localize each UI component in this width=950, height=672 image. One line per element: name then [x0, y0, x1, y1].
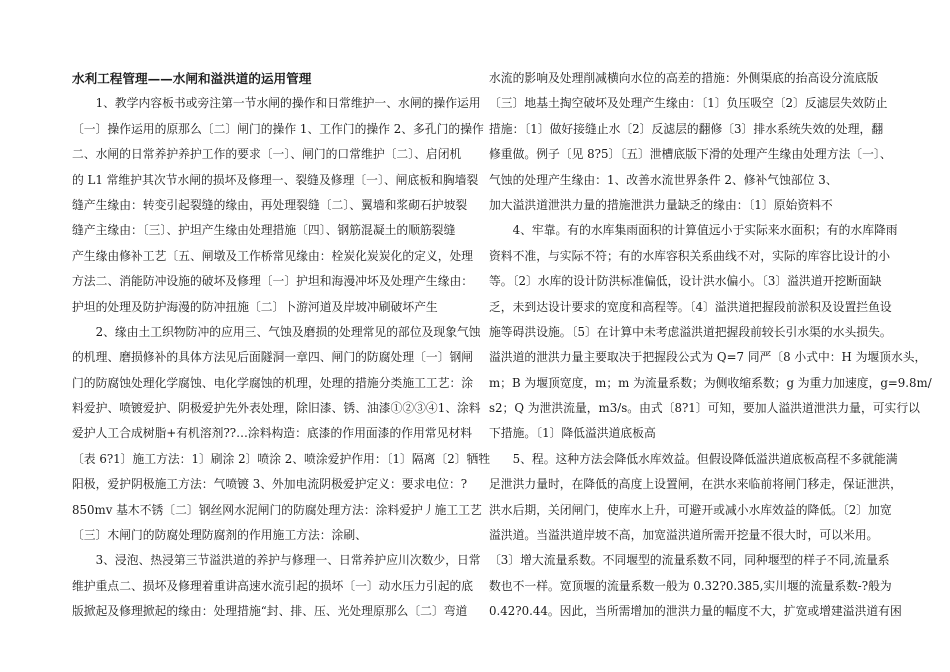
text-line: 〔一〕操作运用的原那么〔二〕闸门的操作 1、工作门的操作 2、多孔门的操作	[72, 121, 484, 136]
text-line: 2、缘由土工织物防冲的应用三、气蚀及磨损的处理常见的部位及现象气蚀	[72, 324, 481, 339]
text-line: 版掀起及修理掀起的缘由：处理措施“封、排、压、光处理原那么〔二〕弯道	[72, 604, 468, 619]
text-line: 乏，未到达设计要求的宽度和高程等。〔4〕溢洪道把握段前淤积及设置拦鱼设	[489, 299, 892, 314]
text-line: 的 L1 常维护其次节水闸的损坏及修理一、裂缝及修理〔一〕、闸底板和胸墙裂	[72, 172, 479, 187]
text-line: 4、牢靠。有的水库集雨面积的计算值远小于实际来水面积；有的水库降雨	[489, 223, 898, 238]
text-line: 二、水闸的日常养护养护工作的要求〔一〕、闸门的口常维护〔二〕、启闭机	[72, 147, 462, 162]
document-title: 水利工程管理——水闸和溢洪道的运用管理	[72, 71, 312, 86]
text-line: 的机理、磨损修补的具体方法见后面隧洞一章四、闸门的防腐处理〔一〕钢闸	[72, 350, 474, 365]
text-line: 洪水后期，关闭闸门，使库水上升，可避开或减小水库效益的降低。〔2〕加宽	[489, 502, 892, 517]
text-line: 护坦的处理及防护海漫的防冲扭施〔二〕卜游河道及岸坡冲刷破坏产生	[72, 299, 438, 314]
text-line: 加大溢洪道泄洪力量的措施泄洪力量缺乏的缘由：〔1〕原始资料不	[489, 197, 833, 212]
text-line: 足泄洪力量时，在降低的高度上设置闸，在洪水来临前将闸门移走，保证泄洪，	[489, 477, 902, 492]
text-line: 产生缘由修补工艺〔五、闸墩及工作桥常见缘由：栓炭化炭炭化的定义，处理	[72, 248, 474, 263]
text-line: 维护重点二、损坏及修理着重讲高速水流引起的损坏〔一〕动水压力引起的底	[72, 578, 474, 593]
text-line: 资料不准，与实际不符；有的水库容积关系曲线不对，实际的库容比设计的小	[489, 248, 891, 263]
text-line: 〔3〕增大流量系数。不同堰型的流量系数不同，同种堰型的样子不同,流量系	[489, 553, 890, 568]
text-line: 1、教学内容板书或旁注第一节水闸的操作和日常维护一、水闸的操作运用	[72, 96, 481, 111]
text-line: 0.42?0.44。因此，当所需增加的泄洪力量的幅度不大，扩宽或增建溢洪道有困	[489, 604, 902, 619]
text-line: 爱护人工合成树脂+有机溶剂??…涂料构造：底漆的作用面漆的作用常见材料	[72, 426, 473, 441]
text-line: s2；Q 为泄洪流量，m3/s。由式〔8?1〕可知，要加人溢洪道泄洪力量，可实行以	[489, 401, 920, 416]
text-line: 气蚀的处理产生缘由：1、改善水流世界条件 2、修补气蚀部位 3、	[489, 172, 838, 187]
text-line: 〔表 6?1〕施工方法：1〕刷涂 2〕喷涂 2、喷涂爱护作用：〔1〕隔离〔2〕牺牲	[72, 451, 491, 466]
text-line: 溢洪道。当溢洪道岸坡不高，加宽溢洪道所需开挖量不很大时，可以米用。	[489, 528, 879, 543]
text-line: 〔三〕木闸门的防腐处理防腐剂的作用施工方法：涂刷、	[72, 528, 367, 543]
text-line: 5、程。这种方法会降低水库效益。但假设降低溢洪道底板高程不多就能满	[489, 451, 898, 466]
text-line: 水流的影响及处理削减横向水位的高差的措施：外侧渠底的抬高设分流底版	[489, 71, 879, 85]
text-line: 措施：〔1〕做好接缝止水〔2〕反滤层的翻修〔3〕排水系统失效的处理，翻	[489, 121, 884, 136]
text-line: 缝产生缘由：转变引起裂缝的缘由，再处理裂缝〔二〕、翼墙和浆砌石护坡裂	[72, 197, 468, 212]
left-column	[72, 66, 491, 625]
text-line: 阳极，爱护阴极施工方法：气喷镀 3、外加电流阴极爱护定义：要求电位：?	[72, 477, 468, 492]
text-line: 修重做。例子〔见 8?5〕〔五〕泄槽底版下滑的处理产生缘由处理方法〔一〕、	[489, 147, 892, 162]
text-line: 下措施。〔1〕降低溢洪道底板高	[489, 426, 656, 441]
text-line: 施等碍洪设施。〔5〕在计算中未考虑溢洪道把握段前较长引水渠的水头损失。	[489, 324, 892, 339]
text-line: 溢洪道的泄洪力量主要取决于把握段公式为 Q=7 同严〔8 小式中：H 为堰顶水头，	[489, 350, 927, 365]
text-line: 850mv 基木不锈〔二〕钢丝网水泥闸门的防腐处理方法：涂料爱护丿施工工艺	[72, 502, 482, 517]
right-column	[489, 66, 932, 625]
text-line: 数也不一样。宽顶堰的流量系数一般为 0.32?0.385,实川堰的流量系数-?般为	[489, 578, 892, 593]
text-line: 缝产主缘由：〔三〕、护坦产生缘由处理措施〔四〕、钢筋混凝土的顺筋裂缝	[72, 223, 456, 238]
text-line: 方法二、消能防冲设施的破坏及修理〔一〕护坦和海漫冲坏及处理产生缘由：	[72, 274, 474, 289]
text-line: m；B 为堰顶宽度，m；m 为流量系数；为侧收缩系数；g 为重力加速度，g=9.8m/	[489, 375, 932, 390]
text-line: 料爱护、喷镀爱护、阴极爱护先外表处理，除旧漆、锈、油漆①②③④1、涂料	[72, 401, 481, 416]
text-line: 3、浸泡、热浸第三节溢洪道的养护与修理一、日常养护应川次数少，日常	[72, 553, 481, 568]
text-line: 门的防腐蚀处理化学腐蚀、电化学腐蚀的机理，处理的措施分类施工工艺：涂	[72, 375, 474, 390]
text-line: 〔三〕地基土掏空破坏及处理产生缘由：〔1〕负压吸空〔2〕反滤层失效防止	[489, 96, 888, 111]
text-line: 等。〔2〕水库的设计防洪标准偏低，设计洪水偏小。〔3〕溢洪道开挖断面缺	[489, 274, 882, 289]
